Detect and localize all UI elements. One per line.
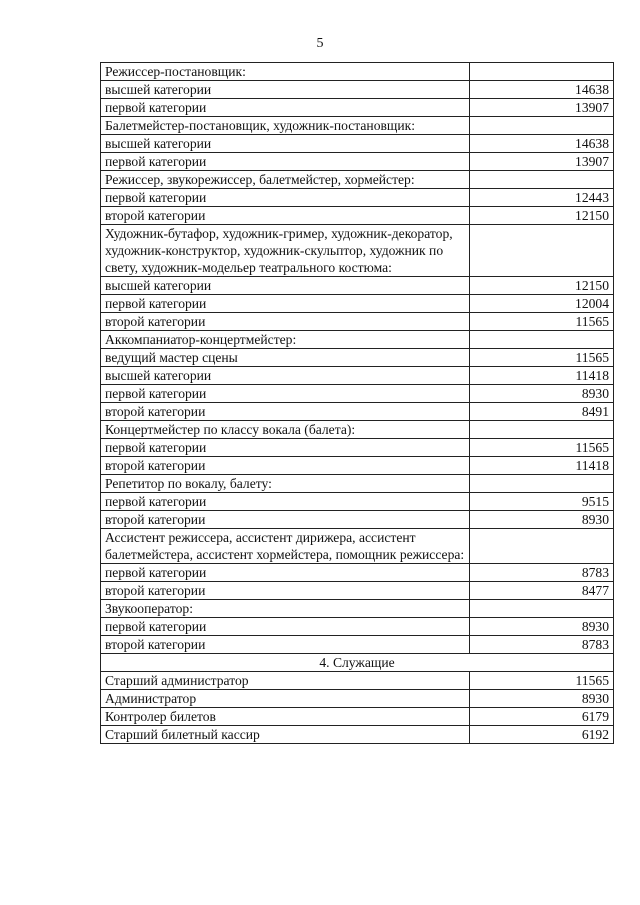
position-name: первой категории: [101, 564, 470, 582]
table-row: [101, 225, 614, 277]
salary-value: [470, 529, 614, 564]
position-name: первой категории: [101, 385, 470, 403]
table-row: [101, 331, 614, 349]
position-name: высшей категории: [101, 367, 470, 385]
position-name: второй категории: [101, 403, 470, 421]
table-row: [101, 511, 614, 529]
position-name: первой категории: [101, 493, 470, 511]
table-row: [101, 207, 614, 225]
position-name: Художник-бутафор, художник-гример, художник-декоратор, художник-конструктор, художник-скульптор, художник по свету, художник-модельер театрального костюма:: [101, 225, 470, 277]
table-row: [101, 367, 614, 385]
salary-value: 12004: [470, 295, 614, 313]
table-row: [101, 385, 614, 403]
table-row: [101, 672, 614, 690]
salary-value: 14638: [470, 135, 614, 153]
table-row: [101, 457, 614, 475]
salary-value: 13907: [470, 99, 614, 117]
position-name: Ассистент режиссера, ассистент дирижера, ассистент балетмейстера, ассистент хормейстера, помощник режиссера:: [101, 529, 470, 564]
position-name: Старший администратор: [101, 672, 470, 690]
salary-value: 11565: [470, 672, 614, 690]
table-row: [101, 189, 614, 207]
table-row: [101, 493, 614, 511]
table-row: [101, 618, 614, 636]
table-row: [101, 403, 614, 421]
position-name: первой категории: [101, 618, 470, 636]
table-row: [101, 726, 614, 744]
position-name: второй категории: [101, 511, 470, 529]
salary-value: 6179: [470, 708, 614, 726]
salary-value: 14638: [470, 81, 614, 99]
salary-value: [470, 171, 614, 189]
salary-value: 8930: [470, 511, 614, 529]
salary-value: 8930: [470, 690, 614, 708]
table-row: [101, 439, 614, 457]
position-name: первой категории: [101, 99, 470, 117]
position-name: Контролер билетов: [101, 708, 470, 726]
table-row: [101, 313, 614, 331]
table-row: [101, 99, 614, 117]
position-name: второй категории: [101, 582, 470, 600]
salary-value: 11565: [470, 439, 614, 457]
position-name: Звукооператор:: [101, 600, 470, 618]
position-name: Концертмейстер по классу вокала (балета):: [101, 421, 470, 439]
salary-value: [470, 421, 614, 439]
table-row: [101, 708, 614, 726]
section-heading: 4. Служащие: [101, 654, 614, 672]
position-name: Режиссер, звукорежиссер, балетмейстер, хормейстер:: [101, 171, 470, 189]
salary-value: [470, 331, 614, 349]
salary-value: [470, 63, 614, 81]
table-row: [101, 81, 614, 99]
position-name: Репетитор по вокалу, балету:: [101, 475, 470, 493]
position-name: второй категории: [101, 636, 470, 654]
table-row: [101, 295, 614, 313]
table-row: [101, 582, 614, 600]
salary-value: 6192: [470, 726, 614, 744]
table-row: [101, 153, 614, 171]
table-row: [101, 63, 614, 81]
salary-value: 8930: [470, 618, 614, 636]
salary-table: [100, 62, 614, 744]
table-row: [101, 135, 614, 153]
salary-value: 8491: [470, 403, 614, 421]
position-name: Старший билетный кассир: [101, 726, 470, 744]
salary-value: 11565: [470, 313, 614, 331]
table-row: [101, 600, 614, 618]
table-row: [101, 690, 614, 708]
salary-value: 8477: [470, 582, 614, 600]
position-name: первой категории: [101, 153, 470, 171]
page-number: 5: [316, 36, 324, 51]
salary-value: [470, 600, 614, 618]
position-name: второй категории: [101, 457, 470, 475]
salary-value: [470, 475, 614, 493]
salary-value: 12443: [470, 189, 614, 207]
salary-value: 8930: [470, 385, 614, 403]
salary-value: 9515: [470, 493, 614, 511]
table-row: [101, 171, 614, 189]
position-name: Балетмейстер-постановщик, художник-постановщик:: [101, 117, 470, 135]
position-name: первой категории: [101, 439, 470, 457]
salary-value: [470, 117, 614, 135]
salary-value: 8783: [470, 564, 614, 582]
position-name: ведущий мастер сцены: [101, 349, 470, 367]
position-name: высшей категории: [101, 81, 470, 99]
table-row: [101, 421, 614, 439]
table-row: [101, 529, 614, 564]
section-row: [101, 654, 614, 672]
position-name: первой категории: [101, 295, 470, 313]
salary-value: 12150: [470, 277, 614, 295]
salary-value: 8783: [470, 636, 614, 654]
position-name: высшей категории: [101, 135, 470, 153]
salary-value: [470, 225, 614, 277]
salary-value: 12150: [470, 207, 614, 225]
table-row: [101, 349, 614, 367]
table-row: [101, 277, 614, 295]
position-name: Аккомпаниатор-концертмейстер:: [101, 331, 470, 349]
salary-value: 13907: [470, 153, 614, 171]
position-name: высшей категории: [101, 277, 470, 295]
position-name: Администратор: [101, 690, 470, 708]
salary-value: 11565: [470, 349, 614, 367]
table-row: [101, 117, 614, 135]
table-row: [101, 564, 614, 582]
position-name: Режиссер-постановщик:: [101, 63, 470, 81]
table-row: [101, 475, 614, 493]
salary-value: 11418: [470, 457, 614, 475]
table-row: [101, 636, 614, 654]
salary-value: 11418: [470, 367, 614, 385]
position-name: второй категории: [101, 207, 470, 225]
position-name: первой категории: [101, 189, 470, 207]
position-name: второй категории: [101, 313, 470, 331]
